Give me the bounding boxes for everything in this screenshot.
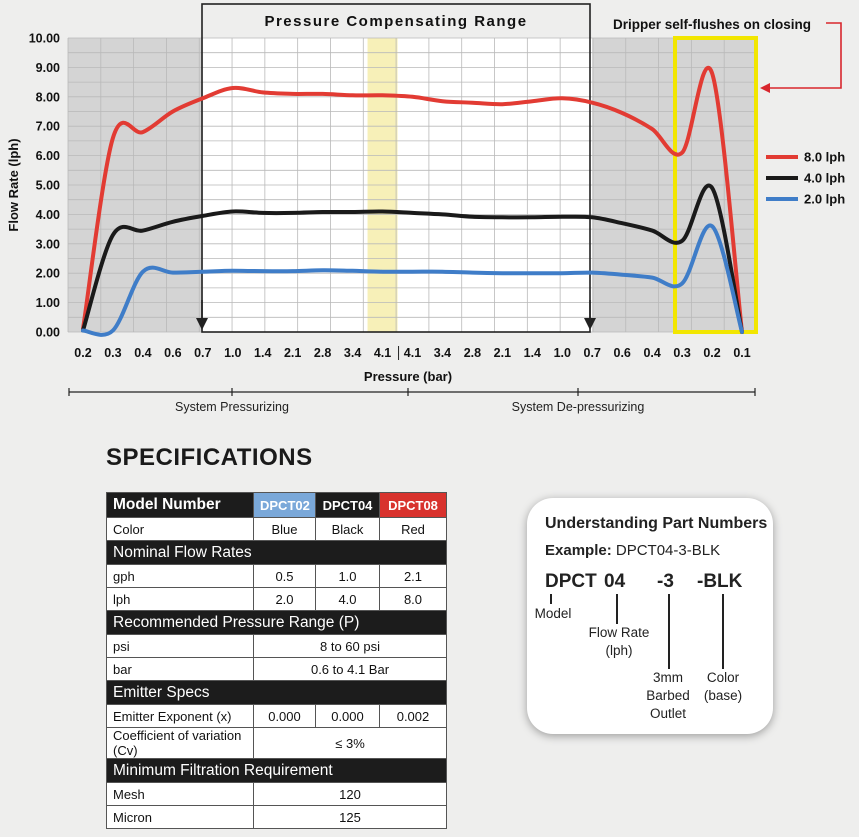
- table-cell: Black: [316, 518, 380, 541]
- segment-outlet: -3: [657, 571, 674, 592]
- table-row: [107, 728, 447, 759]
- x-tick-label: 0.7: [583, 346, 601, 360]
- legend-label: 8.0 lph: [804, 149, 846, 165]
- table-cell: 0.5: [254, 565, 316, 588]
- x-tick-label: 3.4: [343, 346, 362, 360]
- row-label: Coefficient of variation (Cv): [107, 728, 254, 759]
- x-tick-label: 2.8: [313, 346, 332, 360]
- y-tick-label: 2.00: [35, 266, 60, 281]
- legend-label: 4.0 lph: [804, 170, 846, 186]
- part-number-title: Understanding Part Numbers: [545, 515, 768, 532]
- row-label: Emitter Exponent (x): [107, 705, 254, 728]
- x-tick-label: 0.2: [74, 346, 92, 360]
- table-row: [107, 493, 447, 518]
- x-tick-label: 0.4: [134, 346, 152, 360]
- table-cell: 8.0: [380, 588, 447, 611]
- connector-model: [550, 594, 552, 604]
- row-label: lph: [107, 588, 254, 611]
- row-label: Color: [107, 518, 254, 541]
- y-tick-label: 3.00: [35, 237, 60, 252]
- x-tick-label: 0.3: [104, 346, 122, 360]
- segment-model: DPCT: [545, 571, 597, 592]
- phase-label-depressurizing: System De-pressurizing: [511, 400, 645, 414]
- row-label: psi: [107, 635, 254, 658]
- x-tick-label: 4.1: [373, 346, 392, 360]
- table-cell: 0.000: [254, 705, 316, 728]
- table-cell: 2.1: [380, 565, 447, 588]
- label-color: Color (base): [703, 670, 743, 703]
- y-tick-label: 8.00: [35, 90, 60, 105]
- legend-label: 2.0 lph: [804, 191, 846, 207]
- y-tick-label: 10.00: [28, 31, 60, 46]
- table-row: [107, 806, 447, 829]
- part-number-card: [527, 498, 773, 734]
- x-tick-label: 2.8: [463, 346, 482, 360]
- x-tick-label: 0.7: [194, 346, 212, 360]
- label-flow: Flow Rate (lph): [588, 625, 650, 658]
- x-tick-label: 0.4: [643, 346, 661, 360]
- row-label: Mesh: [107, 783, 254, 806]
- table-cell: 0.002: [380, 705, 447, 728]
- example-label: Example:: [545, 542, 612, 559]
- table-cell: 4.0: [316, 588, 380, 611]
- row-label: Micron: [107, 806, 254, 829]
- flush-annotation: Dripper self-flushes on closing: [612, 17, 812, 32]
- flush-pointer-line: [768, 23, 841, 88]
- chart-title: Pressure Compensating Range: [264, 13, 528, 30]
- table-cell: 8 to 60 psi: [254, 635, 447, 658]
- x-tick-label: 1.4: [523, 346, 542, 360]
- connector-flow: [616, 594, 618, 624]
- x-tick-label: 0.3: [673, 346, 691, 360]
- model-number-header: Model Number: [107, 493, 254, 518]
- section-header: Emitter Specs: [107, 681, 447, 705]
- table-row: [107, 565, 447, 588]
- flush-pointer-arrowhead: [760, 83, 770, 93]
- y-tick-label: 1.00: [35, 296, 60, 311]
- y-axis-label: Flow Rate (lph): [6, 138, 21, 232]
- table-row: [107, 705, 447, 728]
- row-label: bar: [107, 658, 254, 681]
- table-row: [107, 658, 447, 681]
- section-header: Nominal Flow Rates: [107, 541, 447, 565]
- x-tick-label: 4.1: [403, 346, 422, 360]
- table-cell: Blue: [254, 518, 316, 541]
- x-tick-label: 0.1: [733, 346, 751, 360]
- section-header: Minimum Filtration Requirement: [107, 759, 447, 783]
- table-cell: 125: [254, 806, 447, 829]
- label-outlet: 3mm Barbed Outlet: [646, 670, 690, 721]
- connector-outlet: [668, 594, 670, 669]
- x-axis-label: Pressure (bar): [363, 369, 453, 384]
- y-tick-label: 0.00: [35, 325, 60, 340]
- specifications-table: [106, 492, 447, 829]
- segment-flow: 04: [604, 571, 626, 592]
- x-tick-label: 2.1: [493, 346, 512, 360]
- section-header: Recommended Pressure Range (P): [107, 611, 447, 635]
- y-tick-label: 7.00: [35, 119, 60, 134]
- section-header-row: [107, 611, 447, 635]
- example-value: DPCT04-3-BLK: [615, 542, 721, 559]
- table-row: [107, 588, 447, 611]
- y-tick-label: 4.00: [35, 207, 60, 222]
- table-cell: 2.0: [254, 588, 316, 611]
- row-label: gph: [107, 565, 254, 588]
- section-header-row: [107, 759, 447, 783]
- x-tick-label: 0.6: [613, 346, 631, 360]
- y-tick-label: 5.00: [35, 178, 60, 193]
- connector-color: [722, 594, 724, 669]
- table-cell: Red: [380, 518, 447, 541]
- table-row: [107, 783, 447, 806]
- table-row: [107, 518, 447, 541]
- table-cell: 0.000: [316, 705, 380, 728]
- segment-color: -BLK: [697, 571, 743, 592]
- section-header-row: [107, 681, 447, 705]
- x-tick-label: 0.2: [703, 346, 721, 360]
- x-tick-label: 0.6: [164, 346, 182, 360]
- table-cell: 0.6 to 4.1 Bar: [254, 658, 447, 681]
- model-3-header: DPCT08: [380, 493, 447, 518]
- table-cell: 1.0: [316, 565, 380, 588]
- part-number-example: [545, 542, 720, 559]
- x-tick-label: 2.1: [283, 346, 302, 360]
- x-tick-label: 1.0: [224, 346, 242, 360]
- label-model: Model: [534, 606, 572, 621]
- x-tick-label: 1.4: [254, 346, 272, 360]
- section-header-row: [107, 541, 447, 565]
- table-row: [107, 635, 447, 658]
- table-cell: ≤ 3%: [254, 728, 447, 759]
- x-tick-label: 1.0: [553, 346, 571, 360]
- y-tick-label: 6.00: [35, 149, 60, 164]
- y-tick-label: 9.00: [35, 60, 60, 75]
- specifications-title: SPECIFICATIONS: [106, 444, 313, 471]
- table-cell: 120: [254, 783, 447, 806]
- model-2-header: DPCT04: [316, 493, 380, 518]
- phase-label-pressurizing: System Pressurizing: [175, 400, 289, 414]
- model-1-header: DPCT02: [254, 493, 316, 518]
- x-tick-label: 3.4: [433, 346, 452, 360]
